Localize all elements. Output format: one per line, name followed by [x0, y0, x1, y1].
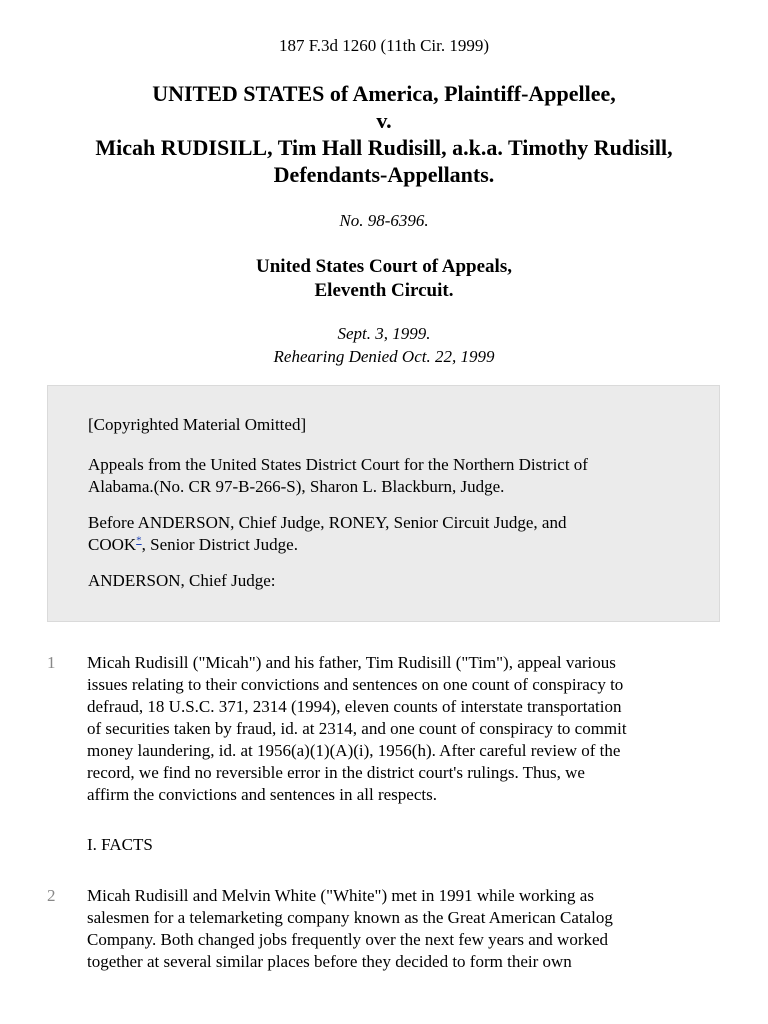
text-line: Micah Rudisill and Melvin White ("White") met in 1991 while working as — [87, 886, 594, 905]
court-name — [0, 255, 768, 303]
paragraph-text — [87, 885, 727, 973]
section-heading: I. FACTS — [87, 835, 153, 854]
decided-date: Sept. 3, 1999. — [337, 324, 431, 343]
omitted-note: [Copyrighted Material Omitted] — [88, 415, 307, 434]
panel-info — [88, 512, 679, 556]
panel-line-2-rest: , Senior District Judge. — [141, 535, 298, 554]
preliminary-box — [47, 385, 720, 622]
citation: 187 F.3d 1260 (11th Cir. 1999) — [278, 36, 490, 55]
appeal-line-1: Appeals from the United States District Court for the Northern District of — [88, 455, 588, 474]
text-line: of securities taken by fraud, id. at 2314, and one count of conspiracy to commit — [87, 719, 627, 738]
text-line: affirm the convictions and sentences in all respects. — [87, 785, 437, 804]
defendants-line-2: Defendants-Appellants. — [273, 162, 495, 187]
docket-number: No. 98-6396. — [339, 211, 429, 230]
text-line: defraud, 18 U.S.C. 371, 2314 (1994), eleven counts of interstate transportation — [87, 697, 622, 716]
case-caption — [0, 80, 768, 188]
panel-line-1: Before ANDERSON, Chief Judge, RONEY, Senior Circuit Judge, and — [88, 513, 567, 532]
text-line: Micah Rudisill ("Micah") and his father, Tim Rudisill ("Tim"), appeal various — [87, 653, 616, 672]
text-line: together at several similar places before they decided to form their own — [87, 952, 572, 971]
court-line-2: Eleventh Circuit. — [314, 280, 454, 301]
panel-judge-cook: COOK — [88, 535, 137, 554]
decision-dates — [0, 322, 768, 368]
rehearing-date: Rehearing Denied Oct. 22, 1999 — [273, 347, 495, 366]
text-line: record, we find no reversible error in the district court's rulings. Thus, we — [87, 763, 585, 782]
paragraph-number: 2 — [47, 886, 56, 905]
plaintiff-line: UNITED STATES of America, Plaintiff-Appellee, — [152, 81, 616, 106]
versus-line: v. — [376, 108, 392, 133]
opinion-author: ANDERSON, Chief Judge: — [88, 571, 276, 590]
text-line: money laundering, id. at 1956(a)(1)(A)(i), 1956(h). After careful review of the — [87, 741, 621, 760]
appeal-info — [88, 454, 679, 498]
text-line: Company. Both changed jobs frequently over the next few years and worked — [87, 930, 609, 949]
footnote-link[interactable]: * — [136, 534, 142, 547]
court-line-1: United States Court of Appeals, — [256, 256, 512, 277]
text-line: salesmen for a telemarketing company known as the Great American Catalog — [87, 908, 613, 927]
text-line: issues relating to their convictions and sentences on one count of conspiracy to — [87, 675, 624, 694]
paragraph-number: 1 — [47, 653, 56, 672]
defendants-line-1: Micah RUDISILL, Tim Hall Rudisill, a.k.a. Timothy Rudisill, — [95, 135, 673, 160]
appeal-line-2: Alabama.(No. CR 97-B-266-S), Sharon L. Blackburn, Judge. — [88, 477, 505, 496]
paragraph-text — [87, 652, 727, 806]
